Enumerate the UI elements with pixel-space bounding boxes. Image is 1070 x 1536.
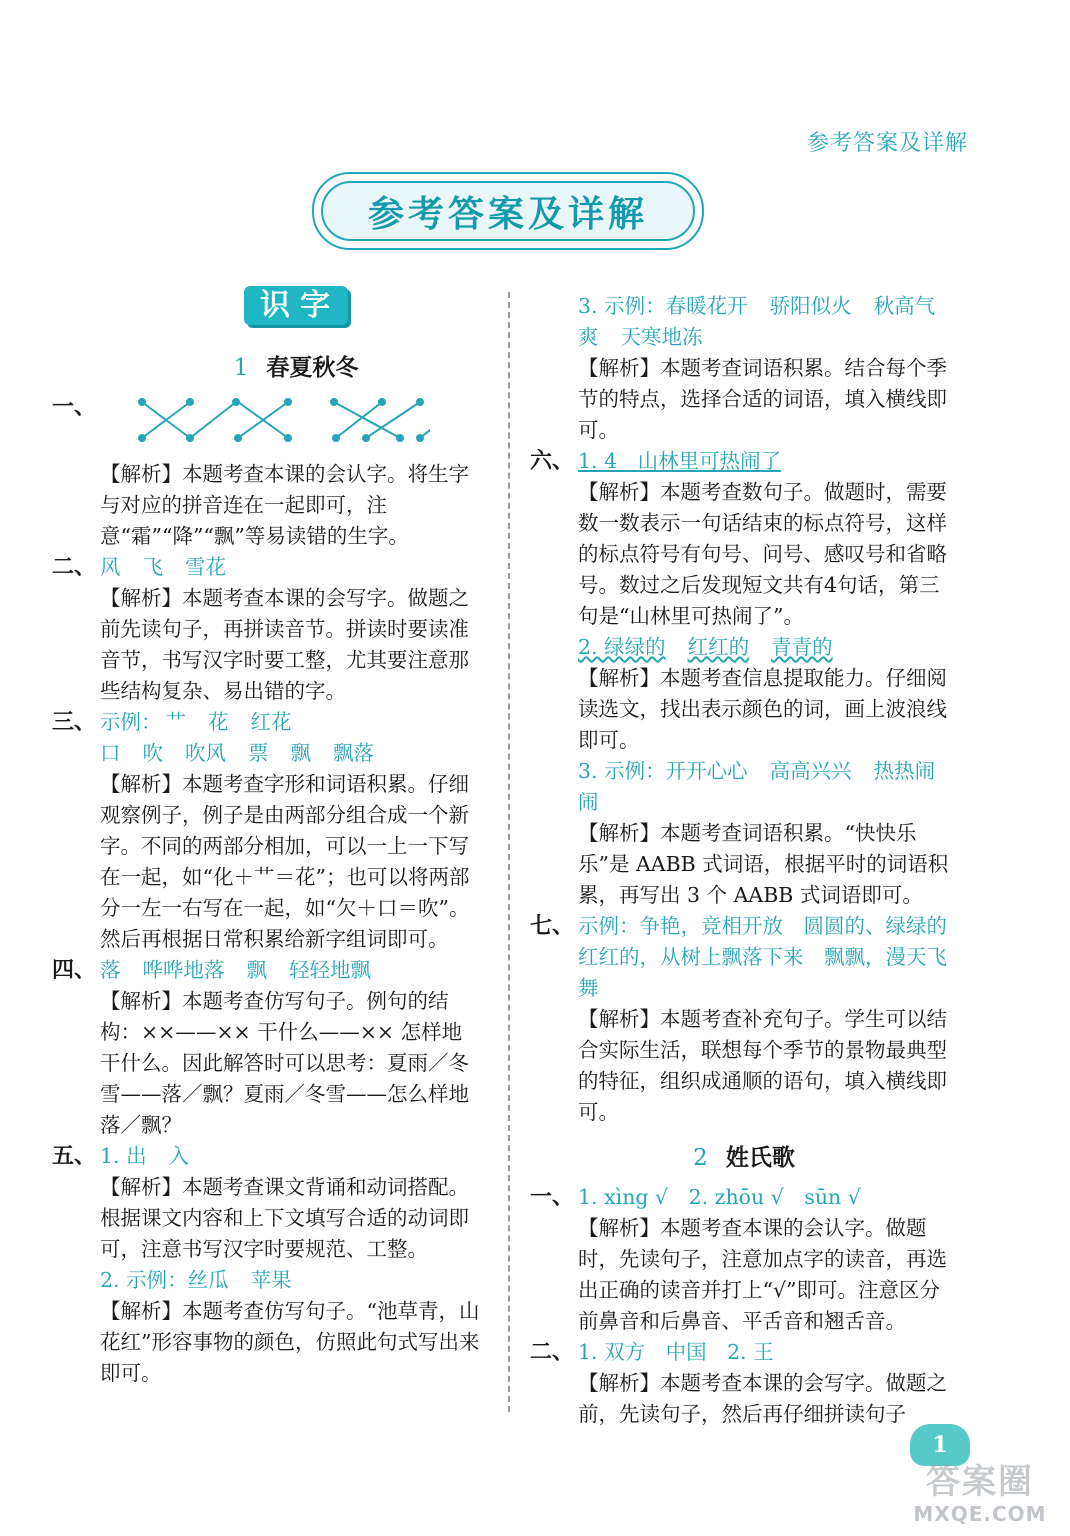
lesson-number: 2 [693,1145,708,1171]
question-1 [52,392,480,459]
question-label: 三、 [52,709,97,735]
answer: 落 哗哗地落 飘 轻轻地飘 [100,958,371,982]
answer: 1. 出 入 [100,1144,190,1168]
explanation: 【解析】本题考查本课的会认字。将生字与对应的拼音连在一起即可，注意“霜”“降”“飘”等易读错的生字。 [100,462,469,548]
answer: 口 吹 吹风 票 飘 飘落 [100,741,374,765]
watermark-logo: 答案圈 MXQE.COM [913,1462,1047,1526]
question-label: 一、 [52,394,97,420]
answer: 3. 示例：开开心心 高高兴兴 热热闹闹 [578,759,936,814]
question-label: 七、 [530,913,575,939]
question-2 [530,1337,958,1368]
explanation: 【解析】本题考查课文背诵和动词搭配。根据课文内容和上下文填写合适的动词即可，注意书写汉字时要规范、工整。 [100,1175,469,1261]
right-column [530,291,968,1430]
answer: 示例： 艹 花 红花 [100,710,292,734]
left-column [52,286,480,1389]
question-2 [52,552,480,583]
question-label: 一、 [530,1184,575,1210]
page-title-box [312,172,704,250]
answer: 1. 双方 中国 2. 王 [578,1340,774,1364]
answer: 示例：争艳，竞相开放 圆圆的、绿绿的 红红的，从树上飘落下来 飘飘，漫天飞舞 [578,914,968,1000]
question-3 [52,707,480,738]
explanation: 【解析】本题考查仿写句子。“池草青，山花红”形容事物的颜色，仿照此句式写出来即可。 [100,1299,480,1385]
lesson-name: 春夏秋冬 [266,354,359,381]
question-label: 六、 [530,448,575,474]
explanation: 【解析】本题考查本课的会认字。做题时，先读句子，注意加点字的读音，再选出正确的读音并打上“√”即可。注意区分前鼻音和后鼻音、平舌音和翘舌音。 [578,1216,947,1333]
lesson-name: 姓氏歌 [725,1144,795,1171]
running-header: 参考答案及详解 [806,131,968,156]
question-label: 五、 [52,1143,97,1169]
question-label: 二、 [52,554,97,580]
explanation: 【解析】本题考查本课的会写字。做题之前，先读句子，然后再仔细拼读句子 [578,1371,947,1426]
explanation: 【解析】本题考查字形和词语积累。仔细观察例子，例子是由两部分组合成一个新字。不同的两部分相加，可以一上一下写在一起，如“化＋艹＝花”；也可以将两部分一左一右写在一起，如“欠＋口＝吹”。然后再根据日常积累给新字组词即可。 [100,772,470,951]
explanation: 【解析】本题考查仿写句子。例句的结构：××——×× 干什么——×× 怎样地干什么。因此解答时可以思考：夏雨／冬雪——落／飘？夏雨／冬雪——怎么样地落／飘？ [100,989,469,1137]
page-number: 1 [910,1424,970,1466]
answer: 2. 绿绿的 红红的 青青的 [578,635,833,659]
explanation: 【解析】本题考查补充句子。学生可以结合实际生活，联想每个季节的景物最典型的特征，组织成通顺的语句，填入横线即可。 [578,1007,947,1124]
page-title: 参考答案及详解 [367,193,648,235]
explanation: 【解析】本题考查词语积累。结合每个季节的特点，选择合适的词语，填入横线即可。 [578,356,947,442]
question-label: 四、 [52,957,97,983]
question-5 [52,1141,480,1172]
question-4 [52,955,480,986]
column-divider [508,292,510,1412]
question-7 [530,911,968,1004]
lesson-2-title [530,1142,958,1174]
lesson-1-title [112,352,480,384]
question-1 [530,1182,958,1213]
section-badge: 识字 [244,286,348,325]
explanation: 【解析】本题考查信息提取能力。仔细阅读选文，找出表示颜色的词，画上波浪线即可。 [578,666,947,752]
answer: 风 飞 雪花 [100,555,226,579]
question-label: 二、 [530,1339,575,1365]
answer: 1. 4 山林里可热闹了 [578,449,782,473]
matching-lines-figure [100,394,430,446]
explanation: 【解析】本题考查词语积累。“快快乐乐”是 AABB 式词语，根据平时的词语积累，再写出 3 个 AABB 式词语即可。 [578,821,949,907]
question-6 [530,446,958,477]
lesson-number: 1 [233,355,249,381]
answer: 3. 示例：春暖花开 骄阳似火 秋高气爽 天寒地冻 [578,294,936,349]
explanation: 【解析】本题考查本课的会写字。做题之前先读句子，再拼读音节。拼读时要读准音节，书写汉字时要工整，尤其要注意那些结构复杂、易出错的字。 [100,586,469,703]
answer: 2. 示例：丝瓜 苹果 [100,1268,292,1292]
explanation: 【解析】本题考查数句子。做题时，需要数一数表示一句话结束的标点符号，这样的标点符号有句号、问号、感叹号和省略号。数过之后发现短文共有4句话，第三句是“山林里可热闹了”。 [578,480,947,628]
answer: 1. xìng √ 2. zhōu √ sūn √ [578,1185,861,1209]
